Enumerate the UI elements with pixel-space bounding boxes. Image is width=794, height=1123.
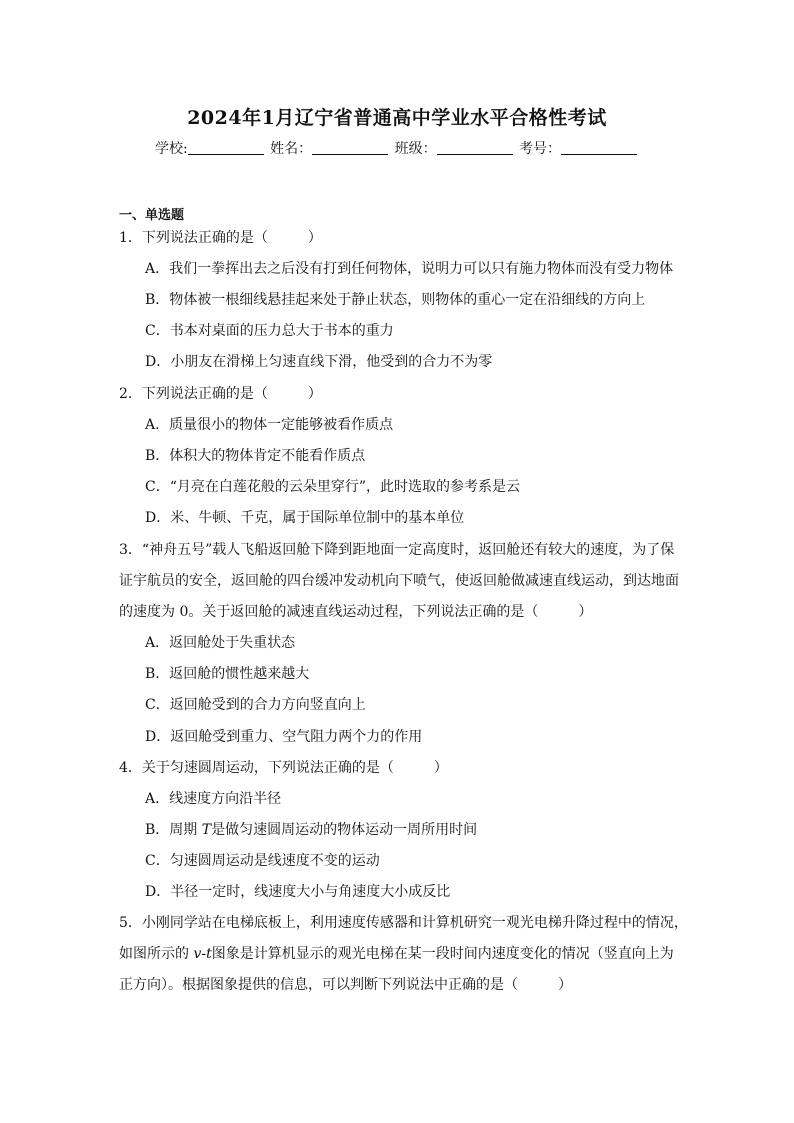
question-1-option-b: B．物体被一根细线悬挂起来处于静止状态，则物体的重心一定在沿细线的方向上 <box>145 292 646 308</box>
question-1-option-a: A．我们一拳挥出去之后没有打到任何物体，说明力可以只有施力物体而没有受力物体 <box>145 261 674 277</box>
exam-title: 2024年1月辽宁省普通高中学业水平合格性考试 <box>187 107 607 129</box>
period-symbol: T <box>201 822 212 838</box>
school-blank[interactable] <box>188 140 264 155</box>
question-1-paren: ） <box>307 230 322 246</box>
school-label: 学校: <box>154 141 188 157</box>
question-2-paren: ） <box>307 386 322 402</box>
question-2-option-b: B．体积大的物体肯定不能看作质点 <box>145 448 366 464</box>
question-3-stem-line-1: 3．“神舟五号”载人飞船返回舱下降到距地面一定高度时，返回舱还有较大的速度，为了保 <box>119 542 675 558</box>
name-blank[interactable] <box>312 140 388 155</box>
number-label: 考号： <box>519 141 562 157</box>
name-label: 姓名： <box>270 141 313 157</box>
question-4-text: 4．关于匀速圆周运动，下列说法正确的是（ <box>119 760 394 776</box>
question-1-text: 1．下列说法正确的是（ <box>119 230 268 246</box>
number-blank[interactable] <box>561 140 637 155</box>
question-5-stem-line-1: 5．小刚同学站在电梯底板上，利用速度传感器和计算机研究一观光电梯升降过程中的情况， <box>119 915 688 931</box>
question-3-stem-line-3 <box>119 603 592 621</box>
question-1-stem <box>119 229 322 247</box>
question-5-text-c: 正方向）。根据图象提供的信息，可以判断下列说法中正确的是（ <box>119 977 518 993</box>
question-5-paren: ） <box>558 977 572 993</box>
question-3-option-b: B．返回舱的惯性越来越大 <box>145 666 310 682</box>
question-3-stem-line-2: 证宇航员的安全，返回舱的四台缓冲发动机向下喷气，使返回舱做减速直线运动，到达地面 <box>119 573 679 589</box>
section-heading: 一、单选题 <box>119 208 185 223</box>
question-4-option-b-prefix: B．周期 <box>145 822 198 838</box>
question-1-option-c: C．书本对桌面的压力总大于书本的重力 <box>145 323 394 339</box>
question-3-text: 的速度为 0。关于返回舱的减速直线运动过程，下列说法正确的是（ <box>119 604 539 620</box>
question-4-option-b <box>145 821 477 839</box>
question-1-option-d: D．小朋友在滑梯上匀速直线下滑，他受到的合力不为零 <box>145 354 493 370</box>
question-2-option-c: C．“月亮在白莲花般的云朵里穿行”，此时选取的参考系是云 <box>145 479 521 495</box>
question-4-option-a: A．线速度方向沿半径 <box>145 791 282 807</box>
question-4-stem <box>119 759 448 777</box>
question-5-text-b: 图象是计算机显示的观光电梯在某一段时间内速度变化的情况（竖直向上为 <box>211 946 674 962</box>
question-2-option-a: A．质量很小的物体一定能够被看作质点 <box>145 417 394 433</box>
question-4-option-d: D．半径一定时，线速度大小与角速度大小成反比 <box>145 884 451 900</box>
question-3-option-d: D．返回舱受到重力、空气阻力两个力的作用 <box>145 729 423 745</box>
question-3-option-a: A．返回舱处于失重状态 <box>145 635 296 651</box>
class-label: 班级： <box>394 141 437 157</box>
question-5-stem-line-2 <box>119 945 674 963</box>
vt-symbol: v-t <box>193 946 212 962</box>
question-2-text: 2．下列说法正确的是（ <box>119 386 268 402</box>
question-5-text-a: 如图所示的 <box>119 946 189 962</box>
question-3-paren: ） <box>578 604 593 620</box>
question-4-option-b-rest: 是做匀速圆周运动的物体运动一周所用时间 <box>211 822 478 838</box>
question-5-stem-line-3 <box>119 976 572 994</box>
question-4-option-c: C．匀速圆周运动是线速度不变的运动 <box>145 853 380 869</box>
question-3-option-c: C．返回舱受到的合力方向竖直向上 <box>145 697 366 713</box>
question-2-option-d: D．米、牛顿、千克，属于国际单位制中的基本单位 <box>145 510 465 526</box>
class-blank[interactable] <box>437 140 513 155</box>
question-2-stem <box>119 385 322 403</box>
student-info-row <box>0 138 794 158</box>
question-4-paren: ） <box>433 760 448 776</box>
